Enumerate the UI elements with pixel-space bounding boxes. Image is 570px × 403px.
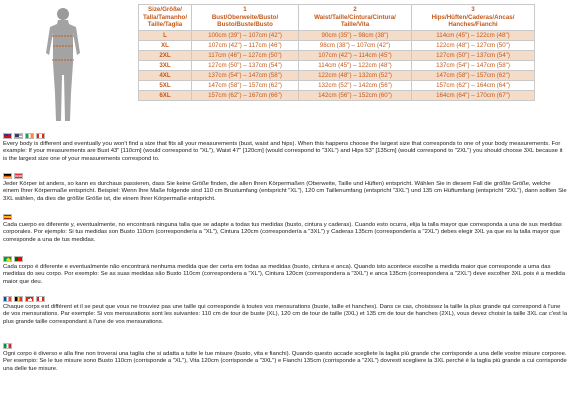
text-spanish: Cada cuerpo es diferente y, eventualmente, no encontrará ninguna talla que se adapte a todas tus medidas (busto, cintura y caderas). Cuando esto ocurra, elija la talla mayor que corresponda a una de sus medidas corporales. Por ejemplo: Si tus medidas son Busto 110cm (correspondería a "XL"), Cintura 120cm (correspondería a "3XL") y Caderas 135cm (correspondería a "2XL") debes elegir 3XL ya que es la talla mayor que corresponde a una de tus medidas. (3, 222, 562, 243)
size-cell: L (139, 30, 192, 40)
size-cell: 3XL (139, 60, 192, 70)
table-row (139, 50, 535, 60)
hips-cell: 137cm (54") – 147cm (58") (412, 60, 535, 70)
flags-italian (3, 343, 567, 350)
switzerland-flag-icon (25, 296, 34, 302)
size-cell: XL (139, 40, 192, 50)
size-cell: 6XL (139, 90, 192, 100)
header-hips: 3 Hips/Hüften/Caderas/Ancas/ Hanches/Fianchi (412, 5, 535, 31)
text-italian: Ogni corpo è diverso e alla fine non troverai una taglia che si adatta a tutte le tue misure (busto, vita e fianchi). Quando questo accade scegliete la taglia più grande che corrisponde a una delle vostre misure corporee. Per esempio: Se le tue misure sono Busto 110cm (corrisponde a "XL"), Vita 120cm (corrisponde a "3XL") e Fianchi 135cm (corrisponde a "2XL") dovresti scegliere la 3XL perché è la taglia più grande a cui corrisponde una delle tue misure. (3, 351, 567, 372)
bust-cell: 157cm (62") – 167cm (66") (192, 90, 299, 100)
waist-cell: 122cm (48") – 132cm (52") (299, 70, 412, 80)
bust-cell: 137cm (54") – 147cm (58") (192, 70, 299, 80)
italy-flag-icon (3, 343, 12, 349)
table-row (139, 40, 535, 50)
spain-flag-icon (3, 214, 12, 220)
body-figure-illustration (38, 5, 88, 125)
text-german: Jeder Körper ist anders, so kann es durchaus passieren, dass Sie keine Größe finden, die allen Ihren Körpermaßen (Oberweite, Taille und Hüften) entspricht. Wählen Sie in diesem Fall die größte Größe, welche einem Ihrer Körpermaße entspricht. Beispiel: Wenn Ihre Maße folgende sind 110 cm Brustumfang (entspricht "XL"), 120 cm Taillenumfang (entspricht "3XL") und 135 cm Hüftumfang (entspricht "2XL"), dann sollten Sie 3XL wählen, da dies die größte Größe ist, die einem Ihrer Körpermaße entspricht. (3, 181, 567, 202)
section-french (3, 296, 567, 326)
flags-spanish (3, 214, 567, 221)
section-italian (3, 343, 567, 373)
table-row (139, 30, 535, 40)
section-spanish (3, 214, 567, 244)
waist-cell: 114cm (45") – 122cm (48") (299, 60, 412, 70)
waist-cell: 132cm (52") – 142cm (56") (299, 80, 412, 90)
header-bust: 1 Bust/Oberweite/Busto/ Busto/Buste/Busto (192, 5, 299, 31)
germany-flag-icon (3, 173, 12, 179)
waist-cell: 142cm (56") – 152cm (60") (299, 90, 412, 100)
text-english: Every body is different and eventually you won't find a size that fits all your measurements (bust, waist and hips). When this happens choose the largest size that corresponds to one of your body measurements. For example: If your measurements are Bust 43" [110cm] (would correspond to "XL"), Waist 47" [120cm] (would correspond to "3XL") and Hips 53" [135cm] (would correspond to "2XL") you should choose 3XL because it is the largest size one of your measurements correspond to. (3, 141, 563, 162)
hips-cell: 147cm (58") – 157cm (62") (412, 70, 535, 80)
portugal-flag-icon (14, 256, 23, 262)
uk-flag-icon (3, 133, 12, 139)
header-waist: 2 Waist/Taille/Cintura/Cintura/ Taille/Vita (299, 5, 412, 31)
canada-flag-icon (36, 296, 45, 302)
austria-flag-icon (14, 173, 23, 179)
france-flag-icon (3, 296, 12, 302)
text-french: Chaque corps est différent et il se peut que vous ne trouviez pas une taille qui corresponde à toutes vos mensurations (buste, taille et hanches). Dans ce cas, choisissez la taille la plus grande qui correspond à l'une de vos mensurations. Par exemple: Si vos mensurations sont les suivantes: 110 cm de tour de buste (XL), 120 cm de tour de taille (3XL) et 135 cm de tour de hanches (2XL), vous devez choisir la taille 3XL car c'est la plus grande taille correspondant à l'une de vos mensurations. (3, 304, 567, 325)
table-row (139, 60, 535, 70)
waist-cell: 98cm (38") – 107cm (42") (299, 40, 412, 50)
table-row (139, 70, 535, 80)
brazil-flag-icon (3, 256, 12, 262)
section-german (3, 173, 567, 203)
flags-german (3, 173, 567, 180)
size-cell: 4XL (139, 70, 192, 80)
text-portuguese: Cada corpo é diferente e eventualmente não encontrará nenhuma medida que der certa em todas as medidas (busto, cintura e anca). Quando isto acontece escolhe a medida maior que corresponde a uma das medidas do seu corpo. Por exemplo: Se as suas medidas são Busto 110cm (correspondera a "XL"), Cintura 120cm (correspondera a "3XL") e anca 135cm (correspondera a "2XL") deve escolher 3XL pois é a medida maior que deu. (3, 264, 565, 285)
hips-cell: 157cm (62") – 164cm (64") (412, 80, 535, 90)
ireland-flag-icon (25, 133, 34, 139)
bust-cell: 100cm (39") – 107cm (42") (192, 30, 299, 40)
flags-french (3, 296, 567, 303)
hips-cell: 114cm (45") – 122cm (48") (412, 30, 535, 40)
section-english (3, 133, 567, 163)
waist-cell: 107cm (42") – 114cm (45") (299, 50, 412, 60)
waist-cell: 90cm (35") – 98cm (38") (299, 30, 412, 40)
header-size: Size/Größe/ Talla/Tamanho/ Taille/Taglia (139, 5, 192, 31)
hips-cell: 164cm (64") – 170cm (67") (412, 90, 535, 100)
hips-cell: 122cm (48") – 127cm (50") (412, 40, 535, 50)
bust-cell: 117cm (46") – 127cm (50") (192, 50, 299, 60)
us-flag-icon (14, 133, 23, 139)
size-cell: 5XL (139, 80, 192, 90)
size-chart-table (138, 4, 535, 101)
table-row (139, 90, 535, 100)
hips-cell: 127cm (50") – 137cm (54") (412, 50, 535, 60)
flags-english (3, 133, 567, 140)
canada-flag-icon (36, 133, 45, 139)
section-portuguese (3, 256, 567, 286)
bust-cell: 127cm (50") – 137cm (54") (192, 60, 299, 70)
bust-cell: 107cm (42") – 117cm (46") (192, 40, 299, 50)
flags-portuguese (3, 256, 567, 263)
belgium-flag-icon (14, 296, 23, 302)
table-row (139, 80, 535, 90)
size-cell: 2XL (139, 50, 192, 60)
bust-cell: 147cm (58") – 157cm (62") (192, 80, 299, 90)
